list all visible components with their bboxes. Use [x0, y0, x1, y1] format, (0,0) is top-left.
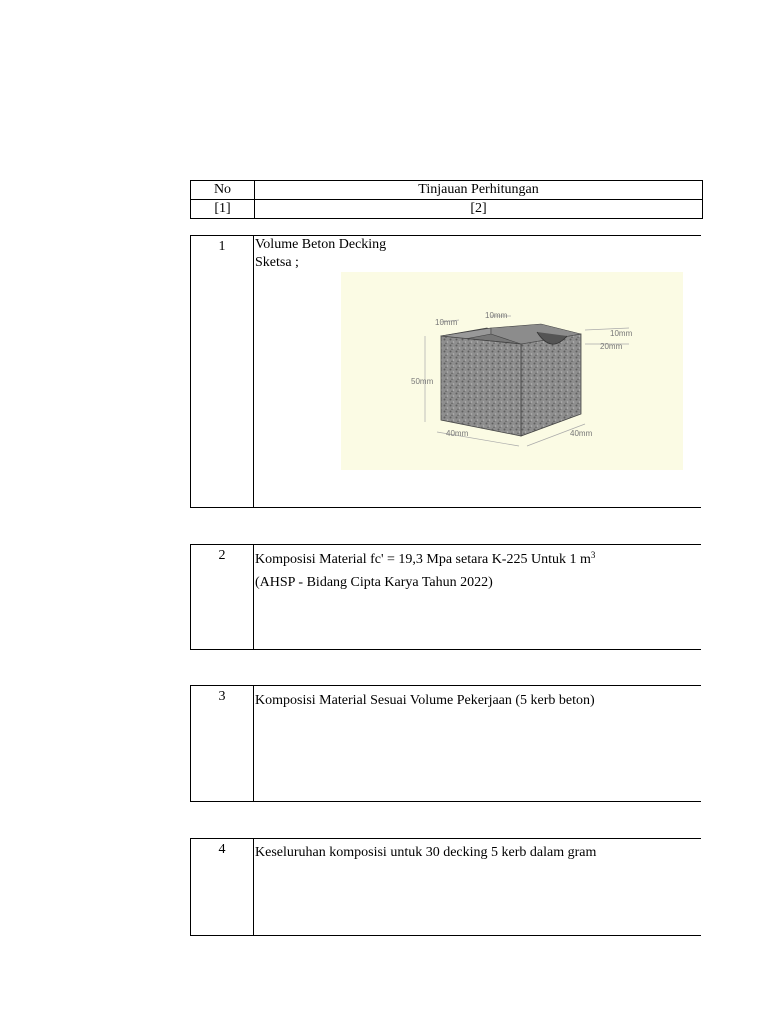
- header-title-index: [2]: [470, 201, 487, 216]
- block-front-face: [441, 336, 521, 436]
- block-side-face: [521, 334, 581, 436]
- section-title: [255, 548, 701, 571]
- header-no-index: [1]: [191, 200, 255, 218]
- dim-height: 50mm: [411, 377, 434, 386]
- header-row: [191, 181, 702, 199]
- section-number: 3: [191, 686, 254, 801]
- sketch-caption: Sketsa ;: [255, 255, 299, 270]
- section-content: [254, 839, 701, 935]
- section-title: Volume Beton Decking: [255, 237, 387, 252]
- dim-right-upper: 10mm: [610, 329, 633, 338]
- cubic-superscript: 3: [590, 550, 596, 560]
- header-index-row: [191, 199, 702, 218]
- decking-illustration: [341, 272, 683, 470]
- header-no: No: [191, 181, 255, 199]
- section-source: (AHSP - Bidang Cipta Karya Tahun 2022): [255, 575, 493, 590]
- section-1: [190, 235, 701, 508]
- dim-top-left: 10mm: [435, 318, 458, 327]
- section-number: 2: [191, 545, 254, 649]
- dim-bottom-side: 40mm: [570, 429, 593, 438]
- header-title: Tinjauan Perhitungan: [418, 182, 539, 197]
- section-number: 4: [191, 839, 254, 935]
- dim-bottom-front: 40mm: [446, 429, 469, 438]
- decking-sketch: [341, 272, 683, 470]
- section-2: [190, 544, 701, 650]
- header-table: [190, 180, 703, 219]
- section-title: Keseluruhan komposisi untuk 30 decking 5 kerb dalam gram: [255, 845, 597, 860]
- section-3: [190, 685, 701, 802]
- section-4: [190, 838, 701, 936]
- section-content: [254, 686, 701, 801]
- section-number: 1: [191, 236, 254, 507]
- section-content: [254, 236, 701, 507]
- material-composition-title: Komposisi Material fc' = 19,3 Mpa setara K-225 Untuk 1 m: [255, 552, 591, 567]
- dim-top-mid: 10mm: [485, 311, 508, 320]
- section-title: Komposisi Material Sesuai Volume Pekerjaan (5 kerb beton): [255, 693, 595, 708]
- dim-right-lower: 20mm: [600, 342, 623, 351]
- section-content: [254, 545, 701, 649]
